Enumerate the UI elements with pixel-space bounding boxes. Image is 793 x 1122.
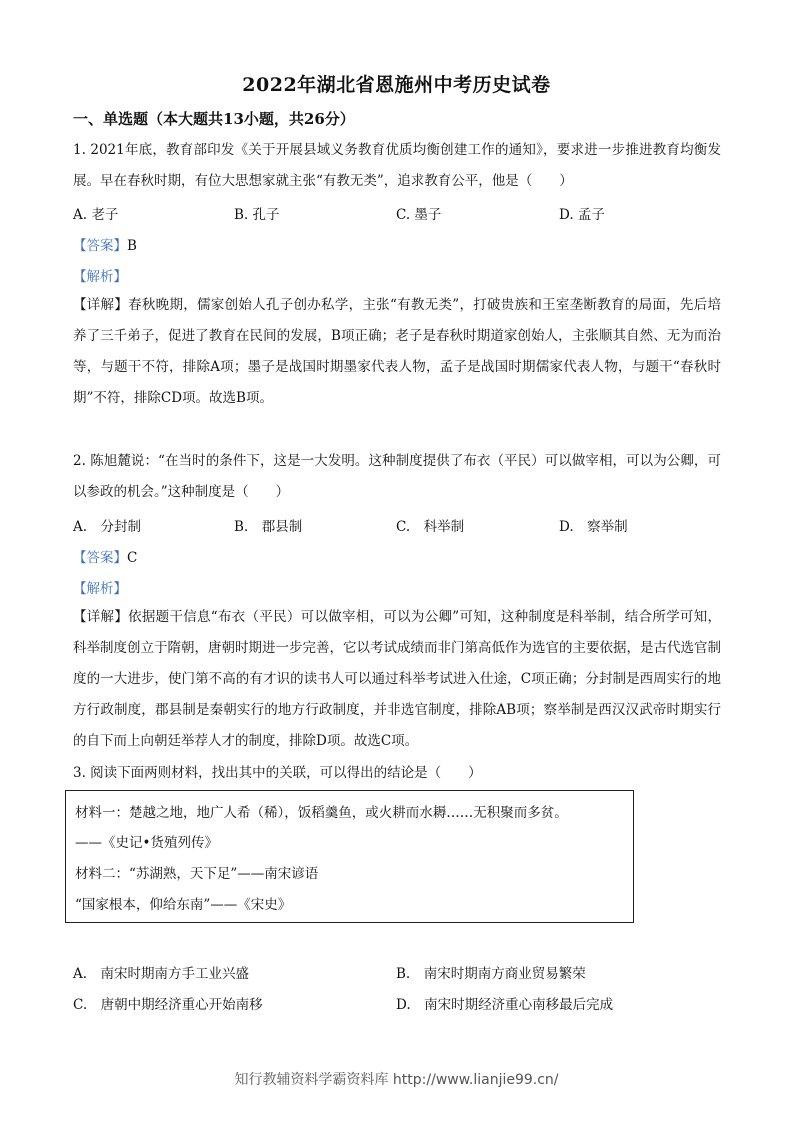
answer-label: 【答案】 [73,238,127,254]
q2-analysis-label: 【解析】 [73,581,127,597]
q2-answer-value: C [127,550,138,566]
q1-detail-text: 春秋晚期，儒家创始人孔子创办私学，主张“有教无类”，打破贵族和王室垄断教育的局面，先后培养了三千弟子，促进了教育在民间的发展，B项正确；老子是春秋时期道家创始人，主张顺其自然、无为而治等，与题干不符，排除A项；墨子是战国时期墨家代表人物，孟子是战国时期儒家代表人物，与题干“春秋时期”不符，排除CD项。故选B项。 [73,297,721,406]
material-box [65,790,634,923]
footer-watermark: 知行教辅资料学霸资料库 http://www.lianjie99.cn/ [234,1072,559,1088]
question-3-options-row-1 [73,962,721,986]
question-2-options [73,515,721,539]
question-3-stem: 3. 阅读下面两则材料，找出其中的关联，可以得出的结论是（ ） [73,765,482,781]
q1-analysis-label: 【解析】 [73,269,127,285]
q2-answer [73,546,137,566]
q2-option-b: B. 郡县制 [234,519,303,535]
page-title: 2022年湖北省恩施州中考历史试卷 [242,74,551,96]
q2-option-a: A. 分封制 [73,519,142,535]
q1-option-c: C. 墨子 [396,207,442,223]
q1-answer [73,234,137,254]
q3-option-b: B. 南宋时期南方商业贸易繁荣 [396,966,586,982]
q1-option-a: A. 老子 [73,207,119,223]
question-3-options-row-2 [73,993,721,1017]
q2-detail [73,602,721,757]
question-1-options [73,203,721,227]
q1-option-b: B. 孔子 [234,207,280,223]
detail-label: 【详解】 [73,609,129,625]
material-1: 材料一：楚越之地，地广人希（稀），饭稻羹鱼，或火耕而水耨……无积聚而多贫。 [75,805,568,821]
q3-option-c: C. 唐朝中期经济重心开始南移 [73,997,263,1013]
answer-label: 【答案】 [73,550,127,566]
material-2: 材料二：“苏湖熟，天下足”——南宋谚语 [75,866,319,882]
q3-option-d: D. 南宋时期经济重心南移最后完成 [396,997,614,1013]
q1-option-d: D. 孟子 [559,207,605,223]
q1-answer-value: B [127,238,137,254]
material-1-source: ——《史记•货殖列传》 [75,835,218,851]
detail-label: 【详解】 [73,297,129,313]
question-1-stem: 1. 2021年底，教育部印发《关于开展县域义务教育优质均衡创建工作的通知》，要求进一步推进教育均衡发展。早在春秋时期，有位大思想家就主张“有教无类”，追求教育公平，他是（ ） [73,142,721,189]
question-2-stem: 2. 陈旭麓说：“在当时的条件下，这是一大发明。这种制度提供了布衣（平民）可以做宰相，可以为公卿，可以参政的机会。”这种制度是（ ） [73,453,721,500]
material-2-quote: “国家根本，仰给东南”——《宋史》 [75,897,292,913]
section-heading: 一、单选题（本大题共13小题，共26分） [73,110,355,128]
q1-detail [73,290,721,414]
q2-detail-text: 依据题干信息“布衣（平民）可以做宰相，可以为公卿”可知，这种制度是科举制，结合所学可知，科举制度创立于隋朝，唐朝时期进一步完善，它以考试成绩而非门第高低作为选官的主要依据，是古代选官制度的一大进步，使门第不高的有才识的读书人可以通过科举考试进入仕途，C项正确；分封制是西周实行的地方行政制度，郡县制是秦朝实行的地方行政制度，并非选官制度，排除AB项；察举制是西汉汉武帝时期实行的自下而上向朝廷举荐人才的制度，排除D项。故选C项。 [73,609,721,749]
q2-option-d: D. 察举制 [559,519,628,535]
q2-option-c: C. 科举制 [396,519,465,535]
q3-option-a: A. 南宋时期南方手工业兴盛 [73,966,250,982]
